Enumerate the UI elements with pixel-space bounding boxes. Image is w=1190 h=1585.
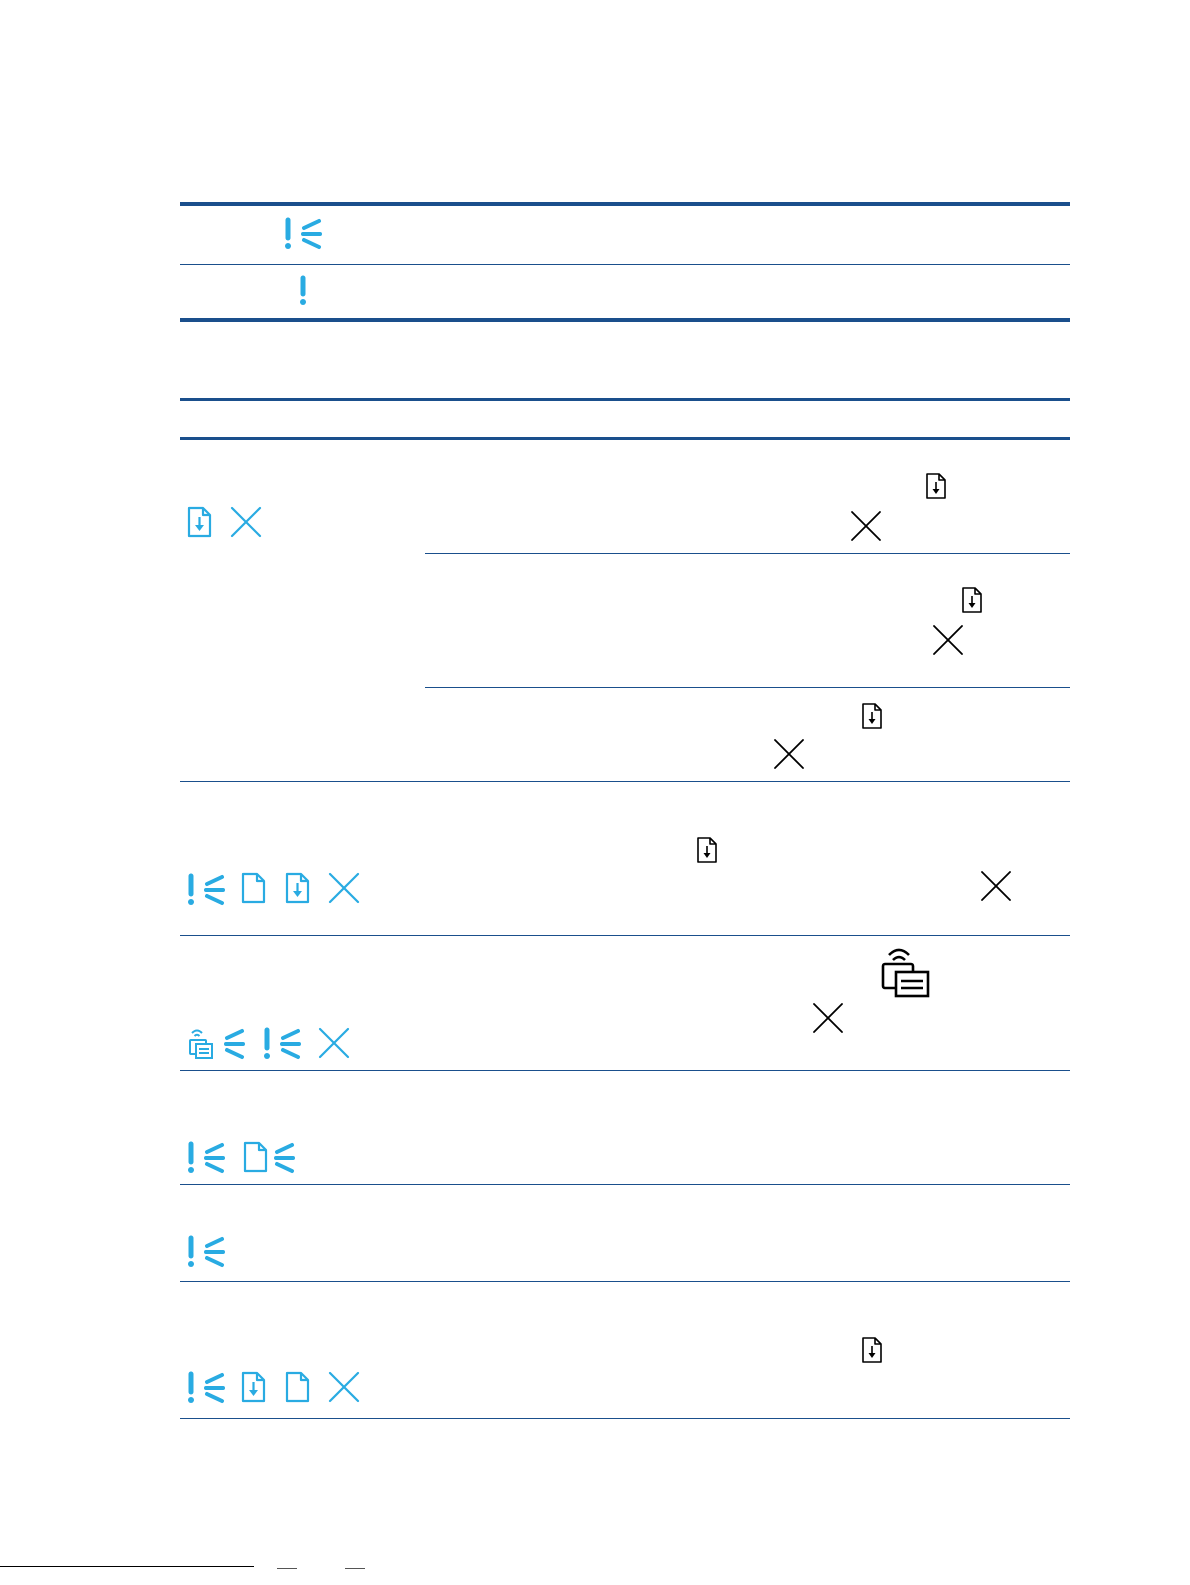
cancel-icon <box>328 1371 360 1403</box>
cancel-icon <box>812 1002 844 1034</box>
row-divider <box>180 1281 1070 1282</box>
cropped-footer-mark <box>345 1568 365 1575</box>
cancel-icon <box>850 510 882 542</box>
table-header-rule <box>180 437 1070 440</box>
cropped-footer-mark <box>277 1568 297 1575</box>
table-bottom-rule <box>180 1418 1070 1419</box>
row-divider <box>180 1070 1070 1071</box>
attention-blinking-icon <box>186 1140 226 1176</box>
resume-icon <box>284 872 312 904</box>
cancel-icon <box>932 624 964 656</box>
blink-marks-icon <box>270 1140 296 1176</box>
attention-blinking-icon <box>283 216 323 252</box>
sub-row-divider <box>425 687 1070 688</box>
paper-icon <box>242 1141 270 1173</box>
wireless-direct-icon <box>187 1028 215 1060</box>
resume-icon <box>695 836 719 864</box>
cancel-icon <box>318 1027 350 1059</box>
sub-row-divider <box>425 553 1070 554</box>
cancel-icon <box>328 872 360 904</box>
wireless-direct-icon <box>880 946 932 998</box>
row-divider <box>180 1184 1070 1185</box>
legend-row-divider <box>180 264 1070 265</box>
resume-icon <box>960 586 984 614</box>
paper-icon <box>284 1371 312 1403</box>
attention-blinking-icon <box>262 1026 302 1062</box>
resume-icon <box>860 1336 884 1364</box>
legend-bottom-rule <box>180 318 1070 322</box>
row-divider <box>180 781 1070 782</box>
cancel-icon <box>230 506 262 538</box>
table-top-rule <box>180 398 1070 401</box>
attention-blinking-icon <box>186 872 226 908</box>
row-divider <box>180 935 1070 936</box>
attention-blinking-icon <box>186 1234 226 1270</box>
resume-icon <box>240 1371 268 1403</box>
attention-solid-icon <box>298 276 308 306</box>
paper-icon <box>240 872 268 904</box>
blink-marks-icon <box>220 1026 246 1062</box>
resume-icon <box>860 702 884 730</box>
cancel-icon <box>773 738 805 770</box>
cancel-icon <box>980 870 1012 902</box>
legend-top-rule <box>180 202 1070 206</box>
footnote-rule <box>0 1566 254 1567</box>
resume-icon <box>924 472 948 500</box>
attention-blinking-icon <box>186 1370 226 1406</box>
resume-icon <box>186 506 214 538</box>
